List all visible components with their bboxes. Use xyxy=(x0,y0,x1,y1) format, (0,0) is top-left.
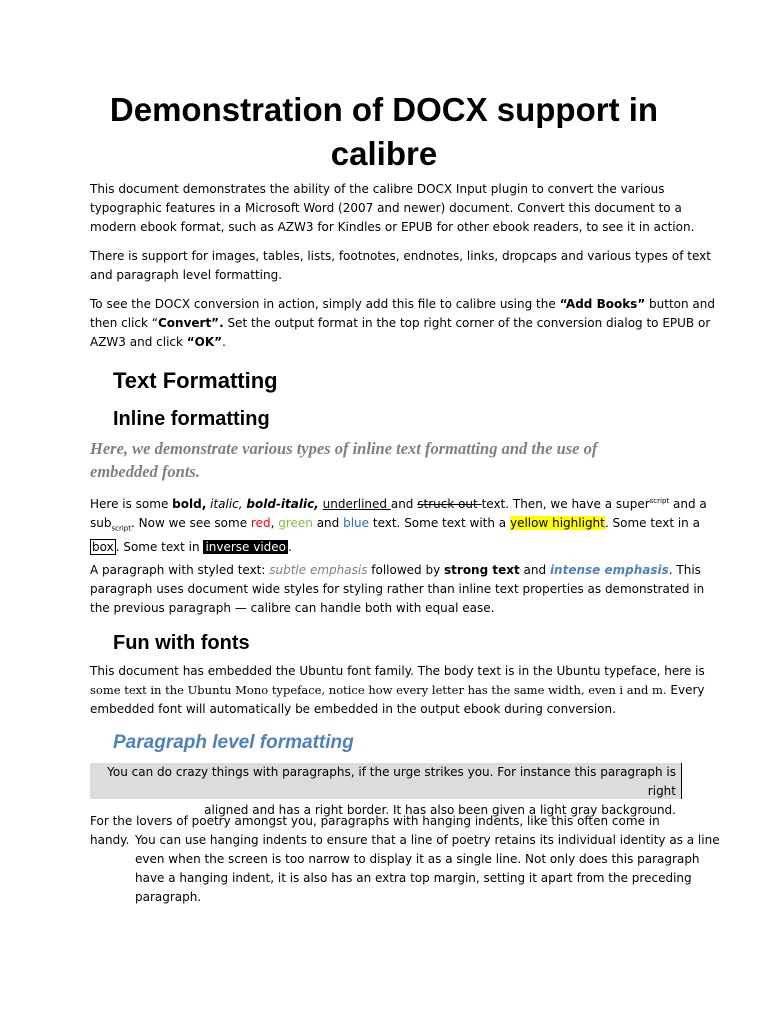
inverse-video-text: inverse video xyxy=(205,540,287,555)
text-run: and xyxy=(312,516,344,530)
text-line: modern ebook format, such as AZW3 for Kindles or EPUB for other ebook readers, to see it in action. xyxy=(90,220,695,234)
text-run: . Some text in xyxy=(115,540,204,555)
document-title: Demonstration of DOCX support in calibre xyxy=(109,91,659,172)
text-run: . Some text in a xyxy=(604,516,700,530)
intro-paragraph-2 xyxy=(90,247,711,285)
text-line: even when the screen is too narrow to display it as a single line. Not only does this paragraph xyxy=(135,852,700,866)
text-run: AZW3 and click xyxy=(90,335,187,349)
yellow-highlight-text: yellow highlight xyxy=(509,516,605,530)
red-text: red xyxy=(250,516,271,530)
text-run: and xyxy=(519,563,550,577)
text-run: . xyxy=(288,540,292,555)
strong-text: strong text xyxy=(444,563,520,577)
hanging-indent-first-line: For the lovers of poetry amongst you, paragraphs with hanging indents, like this often come in handy. xyxy=(90,814,660,847)
struck-out-text: struck out xyxy=(417,497,482,511)
right-aligned-paragraph xyxy=(90,763,682,817)
text-run: and a xyxy=(669,497,707,511)
text-run: A paragraph with styled text: xyxy=(90,563,270,577)
text-run: then click “ xyxy=(90,316,158,330)
italic-text: italic, xyxy=(210,497,243,511)
text-run: text. Some text with a xyxy=(369,516,510,530)
text-run: , xyxy=(270,516,279,530)
blue-text: blue xyxy=(343,516,370,530)
text-run: To see the DOCX conversion in action, simply add this file to calibre using the xyxy=(90,297,560,311)
text-line: paragraph. xyxy=(135,890,202,904)
text-line: paragraph uses document wide styles for styling rather than inline text properties as demonstrated in xyxy=(90,582,705,596)
text-line: This document has embedded the Ubuntu font family. The body text is in the Ubuntu typeface, here is xyxy=(90,664,705,678)
text-run: and xyxy=(390,497,418,511)
embedded-fonts-note xyxy=(90,437,690,483)
text-line xyxy=(90,295,716,314)
text-run: text. Then, we have a super xyxy=(481,497,650,511)
text-line: embedded font will automatically be embedded in the output ebook during conversion. xyxy=(90,702,616,716)
green-text: green xyxy=(278,516,313,530)
bold-italic-text: bold-italic, xyxy=(246,497,319,511)
hanging-indent-paragraph xyxy=(135,831,720,907)
mono-font-text: some text in the Ubuntu Mono typeface, notice how every letter has the same width, even i and m. xyxy=(90,683,667,697)
subtle-emphasis-text: subtle emphasis xyxy=(269,563,368,577)
text-run: followed by xyxy=(367,563,445,577)
text-line: You can use hanging indents to ensure that a line of poetry retains its individual identity as a line xyxy=(135,833,720,847)
intro-paragraph-3 xyxy=(90,295,716,352)
text-line: have a hanging indent, it is also has an extra top margin, setting it apart from the preceding xyxy=(135,871,692,885)
inline-formatting-paragraph xyxy=(90,492,707,557)
text-line: You can do crazy things with paragraphs, if the urge strikes you. For instance this paragraph is right xyxy=(107,765,676,798)
text-run: button and xyxy=(645,297,716,311)
text-run: Every xyxy=(666,683,705,697)
text-run: . Now we see some xyxy=(131,516,251,530)
intense-emphasis-text: intense emphasis xyxy=(549,563,669,577)
text-run: Here is some xyxy=(90,497,173,511)
ok-label: “OK” xyxy=(186,335,223,349)
styled-text-paragraph xyxy=(90,561,705,618)
fonts-paragraph xyxy=(90,662,705,719)
text-line xyxy=(90,514,700,538)
text-line: the previous paragraph — calibre can handle both with equal ease. xyxy=(90,601,495,615)
intro-paragraph-1 xyxy=(90,180,695,237)
text-line: This document demonstrates the ability of the calibre DOCX Input plugin to convert the various xyxy=(90,182,665,196)
text-line xyxy=(90,561,701,580)
text-line xyxy=(90,314,711,333)
text-line xyxy=(90,333,680,352)
text-run: . xyxy=(222,335,226,349)
text-line xyxy=(90,492,707,514)
boxed-text: box xyxy=(92,540,114,555)
text-line: and paragraph level formatting. xyxy=(90,268,283,282)
text-run: sub xyxy=(90,516,112,530)
text-line xyxy=(90,681,705,700)
text-line: typographic features in a Microsoft Word (2007 and newer) document. Convert this document to a xyxy=(90,201,682,215)
add-books-label: “Add Books” xyxy=(559,297,646,311)
text-line: embedded fonts. xyxy=(90,462,200,481)
heading-fun-with-fonts: Fun with fonts xyxy=(113,632,250,654)
underlined-text: underlined xyxy=(322,497,391,511)
bold-text: bold, xyxy=(172,497,207,511)
text-run: . This xyxy=(668,563,701,577)
heading-paragraph-level-formatting: Paragraph level formatting xyxy=(113,732,354,753)
convert-label: Convert”. xyxy=(157,316,224,330)
superscript-text: script xyxy=(649,497,670,505)
subscript-text: script xyxy=(111,524,131,533)
heading-text-formatting: Text Formatting xyxy=(113,368,278,393)
heading-inline-formatting: Inline formatting xyxy=(113,408,270,430)
text-run: Set the output format in the top right corner of the conversion dialog to EPUB or xyxy=(223,316,711,330)
text-line: Here, we demonstrate various types of inline text formatting and the use of xyxy=(90,439,598,458)
text-line: There is support for images, tables, lists, footnotes, endnotes, links, dropcaps and various types of text xyxy=(90,249,711,263)
text-line: aligned and has a right border. It has also been given a light gray background. xyxy=(204,803,676,817)
text-line xyxy=(90,538,680,557)
